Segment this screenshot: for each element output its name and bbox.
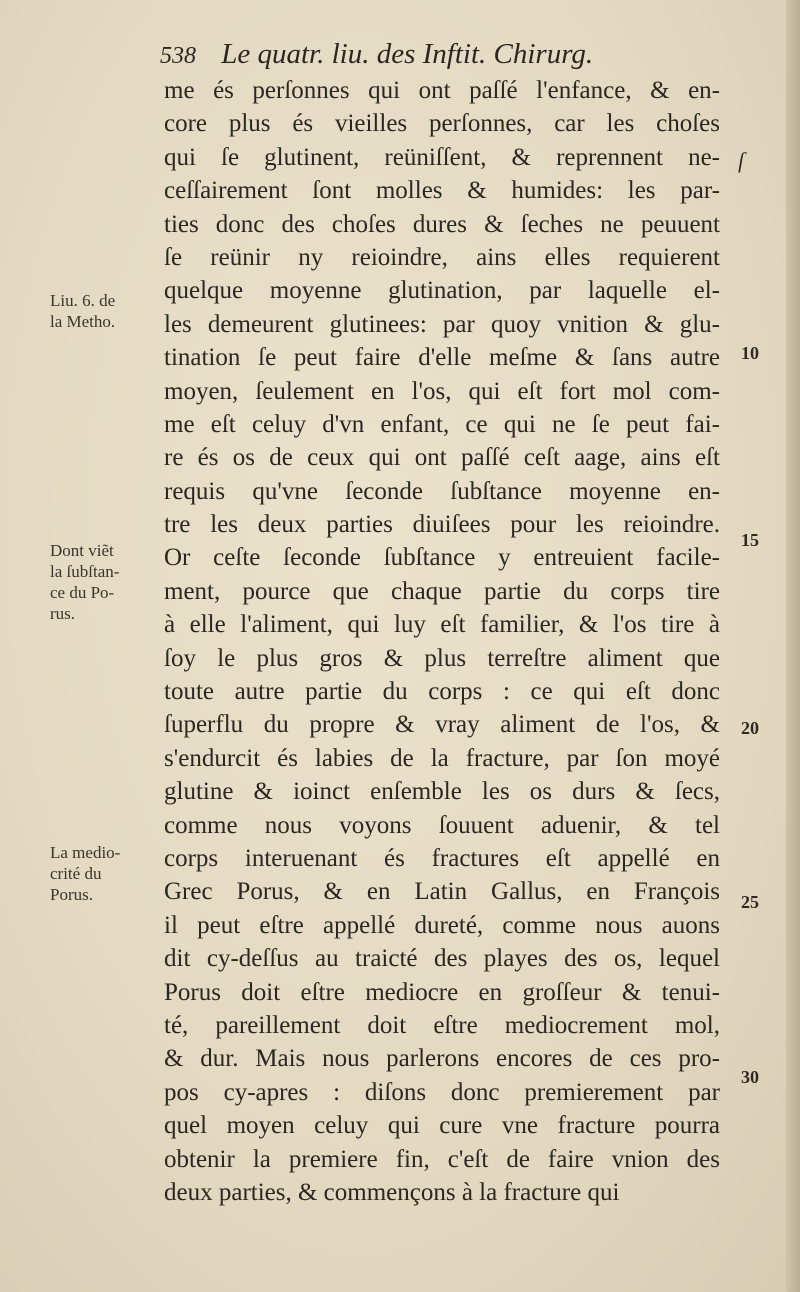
text-line: & dur. Mais nous parlerons encores de ces pro- bbox=[164, 1045, 720, 1073]
text-line: ſuperflu du propre & vray aliment de l'os, & bbox=[164, 711, 720, 739]
line-number: 15 bbox=[741, 530, 759, 550]
text-line: toute autre partie du corps : ce qui eſt donc bbox=[164, 678, 720, 706]
page-gutter bbox=[786, 0, 800, 1292]
margin-note-line: rus. bbox=[50, 604, 76, 623]
text-line: tre les deux parties diuiſees pour les reioindre. bbox=[164, 511, 720, 539]
text-line: qui ſe glutinent, reüniſſent, & reprennent ne- bbox=[164, 143, 720, 171]
text-line: ties donc des choſes dures & ſeches ne peuuent bbox=[164, 210, 720, 238]
line-number: 30 bbox=[741, 1067, 759, 1087]
text-line: à elle l'aliment, qui luy eſt familier, & l'os tire à bbox=[164, 611, 720, 639]
signature-mark: ſ bbox=[738, 148, 745, 173]
text-line: me eſt celuy d'vn enfant, ce qui ne ſe peut fai- bbox=[164, 410, 720, 438]
text-line: té, pareillement doit eſtre mediocrement mol, bbox=[164, 1011, 720, 1039]
text-line: Or ceſte ſeconde ſubſtance y entreuient facile- bbox=[164, 544, 720, 572]
margin-note-line: la Metho. bbox=[50, 312, 116, 331]
text-line: les demeurent glutinees: par quoy vnition & glu- bbox=[164, 310, 720, 338]
text-line: ment, pource que chaque partie du corps tire bbox=[164, 577, 720, 605]
text-line: ſe reünir ny reioindre, ains elles requierent bbox=[164, 243, 720, 271]
text-line: ſoy le plus gros & plus terreſtre aliment que bbox=[164, 644, 720, 672]
running-title: Le quatr. liu. des Inftit. Chirurg. bbox=[221, 38, 594, 70]
page-number: 538 bbox=[160, 43, 196, 69]
margin-note-porus bbox=[50, 842, 160, 905]
text-line: comme nous voyons ſouuent aduenir, & tel bbox=[164, 811, 720, 839]
margin-note-line: Dont viẽt bbox=[50, 541, 114, 560]
body-text bbox=[164, 74, 720, 1209]
text-line: il peut eſtre appellé dureté, comme nous auons bbox=[164, 911, 720, 939]
margin-note-line: La medio- bbox=[50, 843, 121, 862]
text-line: quel moyen celuy qui cure vne fracture pourra bbox=[164, 1112, 720, 1140]
text-line: quelque moyenne glutination, par laquelle el- bbox=[164, 277, 720, 305]
margin-note-line: Porus. bbox=[50, 885, 93, 904]
text-line: Porus doit eſtre mediocre en groſſeur & tenui- bbox=[164, 978, 720, 1006]
margin-note-line: ce du Po- bbox=[50, 583, 115, 602]
margin-note-line: la ſubſtan- bbox=[50, 562, 120, 581]
margin-note-substance bbox=[50, 540, 160, 624]
text-line: s'endurcit és labies de la fracture, par ſon moyé bbox=[164, 744, 720, 772]
text-line: moyen, ſeulement en l'os, qui eſt fort mol com- bbox=[164, 377, 720, 405]
line-number: 20 bbox=[741, 718, 759, 738]
text-line: Grec Porus, & en Latin Gallus, en François bbox=[164, 878, 720, 906]
text-line: corps interuenant és fractures eſt appellé en bbox=[164, 844, 720, 872]
running-header bbox=[160, 34, 720, 74]
text-line: pos cy-apres : diſons donc premierement par bbox=[164, 1078, 720, 1106]
line-number: 10 bbox=[741, 343, 759, 363]
text-line: obtenir la premiere fin, c'eſt de faire vnion des bbox=[164, 1145, 720, 1173]
text-line: tination ſe peut faire d'elle meſme & ſans autre bbox=[164, 344, 720, 372]
text-line: deux parties, & commençons à la fracture qui bbox=[164, 1178, 620, 1206]
margin-note-line: crité du bbox=[50, 864, 102, 883]
text-line: dit cy-deſſus au traicté des playes des os, lequel bbox=[164, 945, 720, 973]
text-line: core plus és vieilles perſonnes, car les choſes bbox=[164, 110, 720, 138]
text-line: re és os de ceux qui ont paſſé ceſt aage, ains eſt bbox=[164, 444, 720, 472]
line-number: 25 bbox=[741, 892, 759, 912]
text-line: ceſſairement ſont molles & humides: les par- bbox=[164, 177, 720, 205]
text-line: glutine & ioinct enſemble les os durs & ſecs, bbox=[164, 778, 720, 806]
text-line: me és perſonnes qui ont paſſé l'enfance, & en- bbox=[164, 77, 720, 104]
margin-note-line: Liu. 6. de bbox=[50, 291, 116, 310]
margin-note-methode bbox=[50, 290, 160, 332]
text-line: requis qu'vne ſeconde ſubſtance moyenne en- bbox=[164, 477, 720, 505]
